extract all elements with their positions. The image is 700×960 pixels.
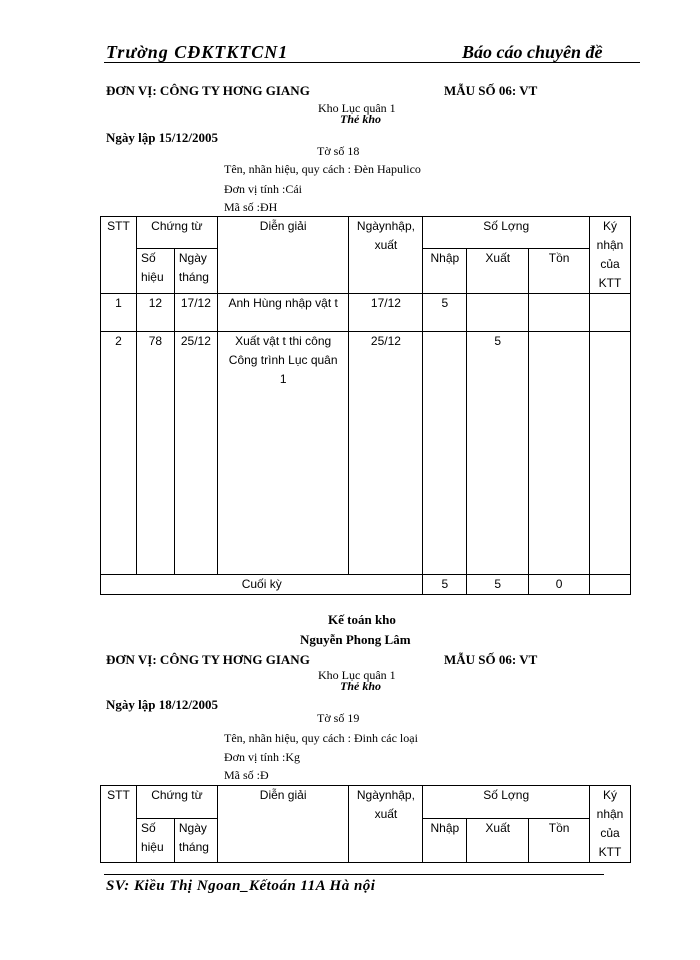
cell-stt: 1: [101, 294, 137, 332]
cell-description: Xuất vật t thi công Công trình Lục quân 1: [217, 332, 349, 575]
item-name: Tên, nhãn hiệu, quy cách : Đèn Hapulico: [224, 162, 421, 176]
col-out: Xuất: [467, 818, 529, 862]
sheet-number: Tờ số 19: [317, 711, 360, 725]
col-signature: Ký nhận của KTT: [590, 217, 631, 294]
card-title: Thẻ kho: [340, 679, 382, 693]
cell-balance: [529, 294, 590, 332]
col-voucher-number: Số hiệu: [136, 818, 174, 862]
total-signature: [590, 575, 631, 595]
unit-label: ĐƠN VỊ: CÔNG TY HƠNG GIANG: [106, 652, 310, 667]
cell-signature: [590, 294, 631, 332]
total-out: 5: [467, 575, 529, 595]
signer-name: Nguyễn Phong Lâm: [300, 632, 411, 647]
unit-label: ĐƠN VỊ: CÔNG TY HƠNG GIANG: [106, 83, 310, 98]
cell-in: 5: [423, 294, 467, 332]
col-quantity: Số Lợng: [423, 217, 590, 249]
stock-card-table: [100, 785, 631, 863]
col-stt: STT: [101, 217, 137, 294]
warehouse-name: Kho Lục quân 1: [318, 668, 396, 682]
item-code: Mã số :Đ: [224, 768, 269, 782]
col-voucher: Chứng từ: [136, 786, 217, 819]
col-date-io: Ngàynhập, xuất: [349, 217, 423, 294]
cell-voucher-date: 17/12: [174, 294, 217, 332]
cell-voucher-number: 78: [136, 332, 174, 575]
cell-date-io: 17/12: [349, 294, 423, 332]
page-header-report: Báo cáo chuyên đề: [462, 42, 603, 62]
total-label: Cuối kỳ: [101, 575, 423, 595]
col-voucher-date: Ngày tháng: [174, 249, 217, 294]
table-row: [101, 332, 631, 575]
item-name: Tên, nhãn hiệu, quy cách : Đinh các loại: [224, 731, 418, 745]
card-title: Thẻ kho: [340, 112, 382, 126]
cell-date-io: 25/12: [349, 332, 423, 575]
cell-voucher-date: 25/12: [174, 332, 217, 575]
stock-card-table: [100, 216, 631, 595]
cell-out: [467, 294, 529, 332]
signer-role: Kế toán kho: [328, 612, 396, 627]
cell-balance: [529, 332, 590, 575]
col-voucher-number: Số hiệu: [136, 249, 174, 294]
col-balance: Tồn: [529, 249, 590, 294]
cell-signature: [590, 332, 631, 575]
form-number: MẪU SỐ 06: VT: [444, 83, 538, 98]
col-description: Diễn giải: [217, 217, 349, 294]
item-code: Mã số :ĐH: [224, 200, 278, 214]
unit-of-measure: Đơn vị tính :Kg: [224, 750, 301, 764]
cell-description: Anh Hùng nhập vật t: [217, 294, 349, 332]
header-divider: [104, 62, 640, 63]
col-stt: STT: [101, 786, 137, 863]
cell-voucher-number: 12: [136, 294, 174, 332]
warehouse-name: Kho Lục quân 1: [318, 101, 396, 115]
form-number: MẪU SỐ 06: VT: [444, 652, 538, 667]
page-footer-author: SV: Kiều Thị Ngoan_Kếtoán 11A Hà nội: [106, 878, 376, 894]
col-quantity: Số Lợng: [423, 786, 590, 819]
total-in: 5: [423, 575, 467, 595]
total-row: [101, 575, 631, 595]
col-out: Xuất: [467, 249, 529, 294]
col-description: Diễn giải: [217, 786, 349, 863]
col-balance: Tồn: [529, 818, 590, 862]
date-created: Ngày lập 18/12/2005: [106, 697, 218, 712]
cell-stt: 2: [101, 332, 137, 575]
table-row: [101, 294, 631, 332]
unit-of-measure: Đơn vị tính :Cái: [224, 182, 303, 196]
col-date-io: Ngàynhập, xuất: [349, 786, 423, 863]
footer-divider: [104, 874, 604, 875]
page-header-school: Trường CĐKTKTCN1: [106, 42, 289, 62]
total-balance: 0: [529, 575, 590, 595]
cell-in: [423, 332, 467, 575]
col-signature: Ký nhận của KTT: [590, 786, 631, 863]
cell-out: 5: [467, 332, 529, 575]
col-in: Nhập: [423, 818, 467, 862]
col-voucher-date: Ngày tháng: [174, 818, 217, 862]
col-in: Nhập: [423, 249, 467, 294]
sheet-number: Tờ số 18: [317, 144, 360, 158]
date-created: Ngày lập 15/12/2005: [106, 130, 218, 145]
col-voucher: Chứng từ: [136, 217, 217, 249]
